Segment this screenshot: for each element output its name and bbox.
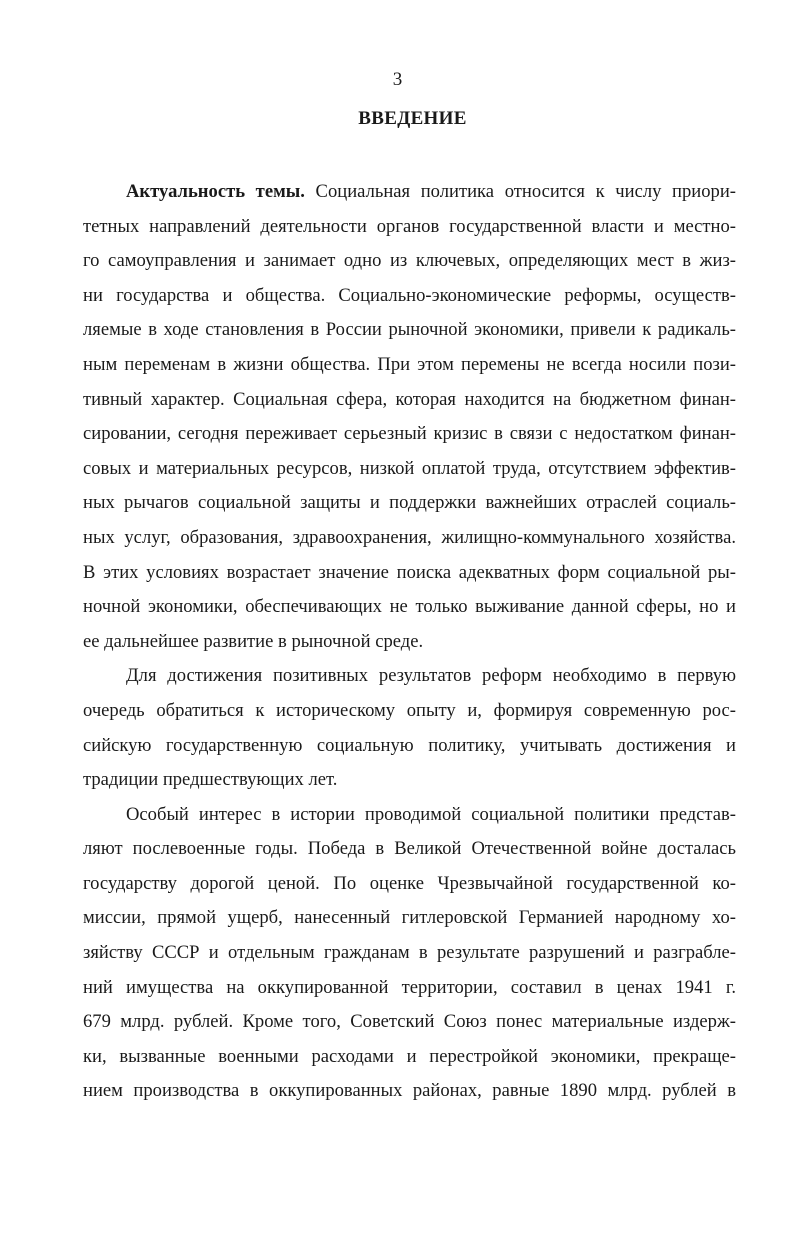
text-line: зяйству СССР и отдельным гражданам в результате разрушений и разграбле- [83,942,736,964]
text-line: ки, вызванные военными расходами и перестройкой экономики, прекраще- [83,1045,736,1067]
text-line: го самоуправления и занимает одно из ключевых, определяющих мест в жиз- [83,250,736,272]
text-line: ляемые в ходе становления в России рыночной экономики, привели к радикаль- [83,319,736,341]
text-line: тетных направлений деятельности органов государственной власти и местно- [83,215,736,237]
page-number: 3 [392,69,403,90]
text-line: В этих условиях возрастает значение поиска адекватных форм социальной ры- [83,561,736,583]
text-line: Особый интерес в истории проводимой социальной политики представ- [126,803,736,825]
text-line: сировании, сегодня переживает серьезный кризис в связи с недостатком финан- [83,423,736,445]
text-line: Актуальность темы. Социальная политика относится к числу приори- [126,181,736,202]
text-line: очередь обратиться к историческому опыту и, формируя современную рос- [83,699,736,721]
text-line: ляют послевоенные годы. Победа в Великой Отечественной войне досталась [83,838,736,860]
text-line: ни государства и общества. Социально-экономические реформы, осуществ- [83,284,736,306]
text-line: ных услуг, образования, здравоохранения, жилищно-коммунального хозяйства. [83,526,736,548]
text-line: государству дорогой ценой. По оценке Чрезвычайной государственной ко- [83,872,736,894]
page-title: ВВЕДЕНИЕ [358,108,467,129]
text-line: ночной экономики, обеспечивающих не только выживание данной сферы, но и [83,596,736,618]
text-line: совых и материальных ресурсов, низкой оплатой труда, отсутствием эффектив- [83,457,736,479]
text-line: 679 млрд. рублей. Кроме того, Советский Союз понес материальные издерж- [83,1011,736,1033]
text-line: тивный характер. Социальная сфера, которая находится на бюджетном финан- [83,388,736,410]
text-line: ных рычагов социальной защиты и поддержки важнейших отраслей социаль- [83,492,736,514]
text-line: нием производства в оккупированных районах, равные 1890 млрд. рублей в [83,1080,736,1102]
text-line: сийскую государственную социальную политику, учитывать достижения и [83,734,736,756]
text-line: ее дальнейшее развитие в рыночной среде. [83,630,424,652]
lead-phrase: Актуальность темы. [126,181,305,202]
text-line: Для достижения позитивных результатов реформ необходимо в первую [126,665,736,687]
text-line: миссии, прямой ущерб, нанесенный гитлеровской Германией народному хо- [83,907,736,929]
text-line: ний имущества на оккупированной территории, составил в ценах 1941 г. [83,976,736,998]
body-text [83,175,736,1109]
text-line: ным переменам в жизни общества. При этом перемены не всегда носили пози- [83,353,736,375]
text-line: традиции предшествующих лет. [83,769,338,791]
